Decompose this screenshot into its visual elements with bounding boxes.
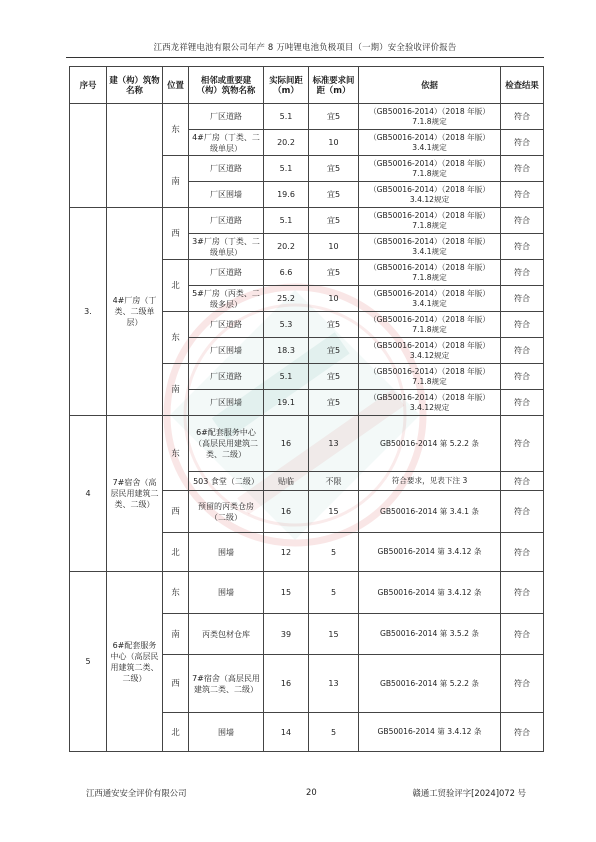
adjacent-cell: 厂区围墙 bbox=[189, 390, 264, 416]
required-cell: 10 bbox=[309, 234, 359, 260]
basis-cell: （GB50016-2014）（2018 年版）3.4.12规定 bbox=[359, 390, 501, 416]
direction-cell: 北 bbox=[163, 260, 189, 312]
required-cell: 15 bbox=[309, 491, 359, 533]
required-cell: 宜5 bbox=[309, 312, 359, 338]
required-cell: 不限 bbox=[309, 472, 359, 491]
seq-cell: 4 bbox=[70, 416, 107, 572]
basis-cell: GB50016-2014 第 3.4.12 条 bbox=[359, 533, 501, 572]
basis-cell: GB50016-2014 第 5.2.2 条 bbox=[359, 655, 501, 713]
result-cell: 符合 bbox=[501, 364, 544, 390]
direction-cell: 南 bbox=[163, 156, 189, 208]
seq-cell bbox=[70, 104, 107, 208]
adjacent-cell: 厂区道路 bbox=[189, 364, 264, 390]
basis-cell: （GB50016-2014）（2018 年版）3.4.12规定 bbox=[359, 182, 501, 208]
adjacent-cell: 围墙 bbox=[189, 533, 264, 572]
col-position: 位置 bbox=[163, 67, 189, 104]
spacing-check-table bbox=[69, 66, 544, 752]
adjacent-cell: 3#厂房（丁类、二级单层） bbox=[189, 234, 264, 260]
basis-cell: （GB50016-2014）（2018 年版）3.4.1规定 bbox=[359, 286, 501, 312]
col-result: 检查结果 bbox=[501, 67, 544, 104]
adjacent-cell: 5#厂房（丙类、二级多层） bbox=[189, 286, 264, 312]
col-actual: 实际间距（m） bbox=[264, 67, 309, 104]
basis-cell: （GB50016-2014）（2018 年版）3.4.1规定 bbox=[359, 130, 501, 156]
adjacent-cell: 7#宿舍（高层民用建筑二类、二级） bbox=[189, 655, 264, 713]
required-cell: 5 bbox=[309, 713, 359, 752]
result-cell: 符合 bbox=[501, 104, 544, 130]
adjacent-cell: 围墙 bbox=[189, 572, 264, 614]
result-cell: 符合 bbox=[501, 130, 544, 156]
basis-cell: GB50016-2014 第 3.4.12 条 bbox=[359, 572, 501, 614]
result-cell: 符合 bbox=[501, 655, 544, 713]
required-cell: 宜5 bbox=[309, 156, 359, 182]
adjacent-cell: 围墙 bbox=[189, 713, 264, 752]
footer-doc-number: 赣通工贸验评字[2024]072 号 bbox=[412, 788, 526, 798]
result-cell: 符合 bbox=[501, 286, 544, 312]
basis-cell: （GB50016-2014）（2018 年版）3.4.1规定 bbox=[359, 234, 501, 260]
actual-cell: 5.1 bbox=[264, 104, 309, 130]
adjacent-cell: 厂区道路 bbox=[189, 156, 264, 182]
table-row bbox=[70, 572, 544, 614]
required-cell: 宜5 bbox=[309, 208, 359, 234]
actual-cell: 16 bbox=[264, 416, 309, 472]
seq-cell: 5 bbox=[70, 572, 107, 752]
table-row bbox=[70, 208, 544, 234]
required-cell: 宜5 bbox=[309, 182, 359, 208]
actual-cell: 15 bbox=[264, 572, 309, 614]
building-cell bbox=[107, 104, 163, 208]
adjacent-cell: 厂区围墙 bbox=[189, 182, 264, 208]
adjacent-cell: 6#配套服务中心（高层民用建筑二类、二级） bbox=[189, 416, 264, 472]
actual-cell: 18.3 bbox=[264, 338, 309, 364]
actual-cell: 16 bbox=[264, 655, 309, 713]
actual-cell: 14 bbox=[264, 713, 309, 752]
required-cell: 10 bbox=[309, 286, 359, 312]
basis-cell: （GB50016-2014）（2018 年版）7.1.8规定 bbox=[359, 260, 501, 286]
required-cell: 13 bbox=[309, 416, 359, 472]
page-header bbox=[66, 41, 544, 58]
actual-cell: 25.2 bbox=[264, 286, 309, 312]
basis-cell: （GB50016-2014）（2018 年版）7.1.8规定 bbox=[359, 208, 501, 234]
actual-cell: 20.2 bbox=[264, 234, 309, 260]
building-cell: 7#宿舍（高层民用建筑二类、二级） bbox=[107, 416, 163, 572]
building-cell: 6#配套服务中心（高层民用建筑二类、二级） bbox=[107, 572, 163, 752]
actual-cell: 5.1 bbox=[264, 208, 309, 234]
result-cell: 符合 bbox=[501, 491, 544, 533]
required-cell: 5 bbox=[309, 533, 359, 572]
adjacent-cell: 厂区道路 bbox=[189, 208, 264, 234]
actual-cell: 19.6 bbox=[264, 182, 309, 208]
actual-cell: 39 bbox=[264, 614, 309, 655]
col-basis: 依据 bbox=[359, 67, 501, 104]
direction-cell: 北 bbox=[163, 533, 189, 572]
report-title: 江西龙祥锂电池有限公司年产 8 万吨锂电池负极项目（一期）安全验收评价报告 bbox=[153, 42, 457, 52]
result-cell: 符合 bbox=[501, 390, 544, 416]
required-cell: 5 bbox=[309, 572, 359, 614]
result-cell: 符合 bbox=[501, 472, 544, 491]
direction-cell: 南 bbox=[163, 614, 189, 655]
basis-cell: （GB50016-2014）（2018 年版）7.1.8规定 bbox=[359, 104, 501, 130]
direction-cell: 南 bbox=[163, 364, 189, 416]
col-seq: 序号 bbox=[70, 67, 107, 104]
direction-cell: 西 bbox=[163, 491, 189, 533]
required-cell: 13 bbox=[309, 655, 359, 713]
direction-cell: 西 bbox=[163, 208, 189, 260]
col-required: 标准要求间距（m） bbox=[309, 67, 359, 104]
table-row bbox=[70, 104, 544, 130]
page-number: 20 bbox=[306, 787, 317, 797]
required-cell: 宜5 bbox=[309, 364, 359, 390]
actual-cell: 16 bbox=[264, 491, 309, 533]
actual-cell: 19.1 bbox=[264, 390, 309, 416]
required-cell: 宜5 bbox=[309, 338, 359, 364]
result-cell: 符合 bbox=[501, 614, 544, 655]
required-cell: 15 bbox=[309, 614, 359, 655]
result-cell: 符合 bbox=[501, 260, 544, 286]
direction-cell: 东 bbox=[163, 104, 189, 156]
basis-cell: GB50016-2014 第 3.4.12 条 bbox=[359, 713, 501, 752]
basis-cell: GB50016-2014 第 3.5.2 条 bbox=[359, 614, 501, 655]
basis-cell: （GB50016-2014）（2018 年版）7.1.8规定 bbox=[359, 156, 501, 182]
adjacent-cell: 503 食堂（二级） bbox=[189, 472, 264, 491]
adjacent-cell: 厂区围墙 bbox=[189, 338, 264, 364]
basis-cell: 符合要求，见表下注 3 bbox=[359, 472, 501, 491]
actual-cell: 6.6 bbox=[264, 260, 309, 286]
result-cell: 符合 bbox=[501, 182, 544, 208]
result-cell: 符合 bbox=[501, 312, 544, 338]
col-building: 建（构）筑物名称 bbox=[107, 67, 163, 104]
adjacent-cell: 厂区道路 bbox=[189, 260, 264, 286]
required-cell: 宜5 bbox=[309, 104, 359, 130]
direction-cell: 东 bbox=[163, 312, 189, 364]
result-cell: 符合 bbox=[501, 208, 544, 234]
result-cell: 符合 bbox=[501, 338, 544, 364]
direction-cell: 西 bbox=[163, 655, 189, 713]
result-cell: 符合 bbox=[501, 416, 544, 472]
adjacent-cell: 厂区道路 bbox=[189, 312, 264, 338]
result-cell: 符合 bbox=[501, 533, 544, 572]
basis-cell: （GB50016-2014）（2018 年版）7.1.8规定 bbox=[359, 312, 501, 338]
seq-cell: 3. bbox=[70, 208, 107, 416]
required-cell: 宜5 bbox=[309, 390, 359, 416]
adjacent-cell: 厂区道路 bbox=[189, 104, 264, 130]
required-cell: 宜5 bbox=[309, 260, 359, 286]
result-cell: 符合 bbox=[501, 234, 544, 260]
direction-cell: 北 bbox=[163, 713, 189, 752]
footer-company: 江西通安安全评价有限公司 bbox=[86, 788, 187, 798]
col-adjacent: 相邻或重要建（构）筑物名称 bbox=[189, 67, 264, 104]
adjacent-cell: 丙类包材仓库 bbox=[189, 614, 264, 655]
direction-cell: 东 bbox=[163, 572, 189, 614]
result-cell: 符合 bbox=[501, 572, 544, 614]
adjacent-cell: 预留的丙类仓房（二级） bbox=[189, 491, 264, 533]
actual-cell: 12 bbox=[264, 533, 309, 572]
direction-cell: 东 bbox=[163, 416, 189, 491]
result-cell: 符合 bbox=[501, 713, 544, 752]
basis-cell: GB50016-2014 第 5.2.2 条 bbox=[359, 416, 501, 472]
actual-cell: 贴临 bbox=[264, 472, 309, 491]
actual-cell: 5.1 bbox=[264, 156, 309, 182]
result-cell: 符合 bbox=[501, 156, 544, 182]
table-header-row bbox=[70, 67, 544, 104]
basis-cell: GB50016-2014 第 3.4.1 条 bbox=[359, 491, 501, 533]
adjacent-cell: 4#厂房（丁类、二级单层） bbox=[189, 130, 264, 156]
actual-cell: 5.1 bbox=[264, 364, 309, 390]
actual-cell: 5.3 bbox=[264, 312, 309, 338]
required-cell: 10 bbox=[309, 130, 359, 156]
basis-cell: （GB50016-2014）（2018 年版）3.4.12规定 bbox=[359, 338, 501, 364]
basis-cell: （GB50016-2014）（2018 年版）7.1.8规定 bbox=[359, 364, 501, 390]
actual-cell: 20.2 bbox=[264, 130, 309, 156]
building-cell: 4#厂房（丁类、二级单层） bbox=[107, 208, 163, 416]
table-row bbox=[70, 416, 544, 472]
